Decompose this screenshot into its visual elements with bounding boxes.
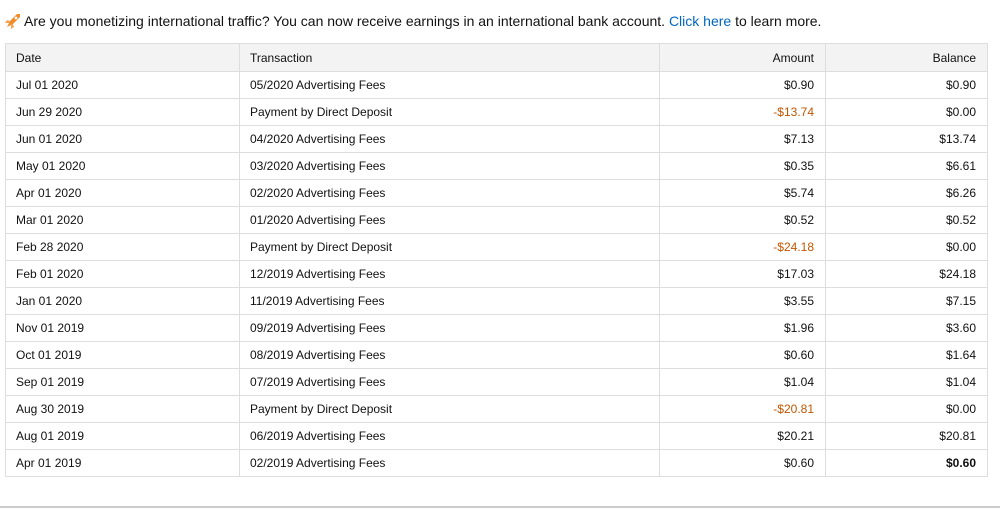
cell-amount: $0.52 [660, 207, 826, 234]
cell-date: Apr 01 2020 [6, 180, 240, 207]
cell-balance: $0.52 [826, 207, 988, 234]
cell-amount: $20.21 [660, 423, 826, 450]
cell-transaction: Payment by Direct Deposit [240, 396, 660, 423]
rocket-icon [4, 12, 22, 30]
table-row [6, 180, 988, 207]
cell-amount: $0.90 [660, 72, 826, 99]
cell-balance: $13.74 [826, 126, 988, 153]
cell-date: Jun 01 2020 [6, 126, 240, 153]
cell-date: Mar 01 2020 [6, 207, 240, 234]
cell-date: Nov 01 2019 [6, 315, 240, 342]
cell-amount: $1.04 [660, 369, 826, 396]
cell-amount: $0.60 [660, 342, 826, 369]
table-row [6, 99, 988, 126]
cell-balance: $0.00 [826, 234, 988, 261]
cell-transaction: 01/2020 Advertising Fees [240, 207, 660, 234]
cell-balance: $1.04 [826, 369, 988, 396]
cell-transaction: 06/2019 Advertising Fees [240, 423, 660, 450]
cell-transaction: 04/2020 Advertising Fees [240, 126, 660, 153]
table-row [6, 423, 988, 450]
info-banner [4, 9, 821, 33]
banner-text-after: to learn more. [735, 13, 822, 29]
cell-balance: $0.00 [826, 396, 988, 423]
cell-date: Feb 01 2020 [6, 261, 240, 288]
table-row [6, 126, 988, 153]
cell-date: Jan 01 2020 [6, 288, 240, 315]
cell-balance: $6.26 [826, 180, 988, 207]
table-row [6, 369, 988, 396]
table-row [6, 450, 988, 477]
table-row [6, 234, 988, 261]
cell-balance: $0.60 [826, 450, 988, 477]
bottom-divider [0, 506, 1000, 508]
cell-amount: $7.13 [660, 126, 826, 153]
table-row [6, 207, 988, 234]
cell-transaction: 12/2019 Advertising Fees [240, 261, 660, 288]
cell-transaction: 11/2019 Advertising Fees [240, 288, 660, 315]
cell-date: Apr 01 2019 [6, 450, 240, 477]
transactions-table [5, 43, 988, 477]
cell-date: Sep 01 2019 [6, 369, 240, 396]
table-row [6, 315, 988, 342]
table-row [6, 72, 988, 99]
cell-balance: $24.18 [826, 261, 988, 288]
cell-balance: $20.81 [826, 423, 988, 450]
cell-amount: $0.35 [660, 153, 826, 180]
cell-amount: -$13.74 [660, 99, 826, 126]
cell-transaction: Payment by Direct Deposit [240, 234, 660, 261]
cell-transaction: 08/2019 Advertising Fees [240, 342, 660, 369]
table-row [6, 261, 988, 288]
table-row [6, 342, 988, 369]
column-header-date: Date [6, 44, 240, 72]
table-header-row [6, 44, 988, 72]
cell-amount: $5.74 [660, 180, 826, 207]
cell-transaction: 05/2020 Advertising Fees [240, 72, 660, 99]
cell-balance: $0.00 [826, 99, 988, 126]
table-row [6, 288, 988, 315]
table-row [6, 396, 988, 423]
column-header-amount: Amount [660, 44, 826, 72]
table-row [6, 153, 988, 180]
cell-amount: $3.55 [660, 288, 826, 315]
cell-balance: $0.90 [826, 72, 988, 99]
cell-transaction: Payment by Direct Deposit [240, 99, 660, 126]
cell-date: Aug 30 2019 [6, 396, 240, 423]
cell-transaction: 02/2019 Advertising Fees [240, 450, 660, 477]
cell-date: Oct 01 2019 [6, 342, 240, 369]
cell-balance: $1.64 [826, 342, 988, 369]
cell-amount: -$24.18 [660, 234, 826, 261]
cell-transaction: 09/2019 Advertising Fees [240, 315, 660, 342]
cell-transaction: 07/2019 Advertising Fees [240, 369, 660, 396]
column-header-balance: Balance [826, 44, 988, 72]
click-here-link[interactable]: Click here [668, 13, 732, 29]
cell-balance: $6.61 [826, 153, 988, 180]
banner-text: Are you monetizing international traffic? You can now receive earnings in an international bank account. [24, 13, 666, 29]
cell-date: May 01 2020 [6, 153, 240, 180]
cell-amount: $1.96 [660, 315, 826, 342]
cell-date: Feb 28 2020 [6, 234, 240, 261]
cell-balance: $7.15 [826, 288, 988, 315]
cell-amount: $17.03 [660, 261, 826, 288]
cell-date: Jul 01 2020 [6, 72, 240, 99]
cell-amount: -$20.81 [660, 396, 826, 423]
cell-balance: $3.60 [826, 315, 988, 342]
cell-date: Jun 29 2020 [6, 99, 240, 126]
cell-amount: $0.60 [660, 450, 826, 477]
cell-date: Aug 01 2019 [6, 423, 240, 450]
column-header-transaction: Transaction [240, 44, 660, 72]
cell-transaction: 03/2020 Advertising Fees [240, 153, 660, 180]
cell-transaction: 02/2020 Advertising Fees [240, 180, 660, 207]
